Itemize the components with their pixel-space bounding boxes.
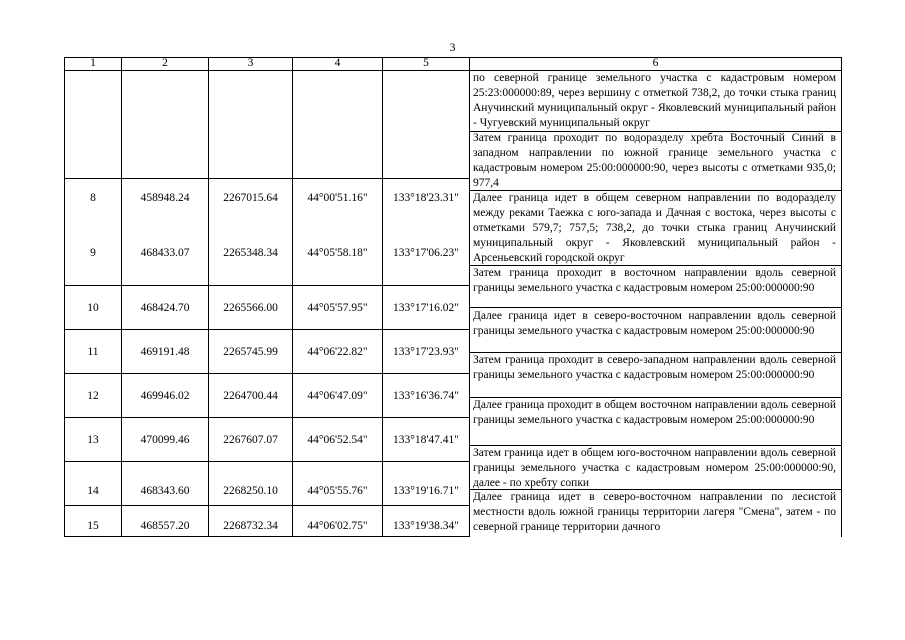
col-rule bbox=[208, 57, 209, 537]
latitude: 44°06'22.82" bbox=[307, 346, 368, 358]
col-rule bbox=[292, 57, 293, 537]
col-rule bbox=[469, 57, 470, 537]
header-col-3: 3 bbox=[247, 57, 254, 69]
longitude: 133°17'06.23" bbox=[393, 247, 459, 259]
latitude: 44°06'52.54" bbox=[307, 434, 368, 446]
boundary-description: Затем граница проходит в северо-западном направлении вдоль северной границы земельного участка с кадастровым номером 25:00:000000:90 bbox=[473, 354, 836, 381]
row-rule bbox=[64, 178, 469, 179]
latitude: 44°06'47.09" bbox=[307, 390, 368, 402]
longitude: 133°19'16.71" bbox=[393, 485, 459, 497]
latitude: 44°05'55.76" bbox=[307, 485, 368, 497]
latitude: 44°00'51.16" bbox=[307, 192, 368, 204]
longitude: 133°18'47.41" bbox=[393, 434, 459, 446]
latitude: 44°06'02.75" bbox=[307, 520, 368, 532]
coord-x: 469191.48 bbox=[140, 346, 190, 358]
point-number: 15 bbox=[87, 520, 99, 532]
table-bottom-rule bbox=[64, 536, 469, 537]
boundary-description: Затем граница проходит по водоразделу хребта Восточный Синий в западном направлении по южной границе земельного участка с кадастровым номером 25:00:000000:90, через высоты с отметками 935,0; 977,4 bbox=[473, 132, 836, 189]
coord-y: 2267015.64 bbox=[223, 192, 278, 204]
longitude: 133°17'23.93" bbox=[393, 346, 459, 358]
coord-y: 2267607.07 bbox=[223, 434, 278, 446]
point-number: 11 bbox=[87, 346, 99, 358]
boundary-description: Далее граница идет в северо-восточном направлении вдоль северной границы земельного участка с кадастровым номером 25:00:000000:90 bbox=[473, 310, 836, 337]
col-rule bbox=[64, 57, 65, 537]
coord-y: 2265348.34 bbox=[223, 247, 278, 259]
coord-x: 469946.02 bbox=[140, 390, 190, 402]
point-number: 9 bbox=[90, 247, 96, 259]
col-rule bbox=[841, 57, 842, 537]
coord-y: 2268250.10 bbox=[223, 485, 278, 497]
coord-x: 468424.70 bbox=[140, 302, 190, 314]
boundary-description: Затем граница проходит в восточном направлении вдоль северной границы земельного участка с кадастровым номером 25:00:000000:90 bbox=[473, 267, 836, 294]
longitude: 133°16'36.74" bbox=[393, 390, 459, 402]
point-number: 12 bbox=[87, 390, 99, 402]
boundary-description: по северной границе земельного участка с кадастровым номером 25:23:000000:89, через вершину с отметкой 738,2, до точки стыка границ Анучинский муниципальный округ - Яковлевский муниципальный район - Чугуевский муниципальный округ bbox=[473, 72, 836, 129]
boundary-description: Далее граница проходит в общем восточном направлении вдоль северной границы земельного участка с кадастровым номером 25:00:000000:90 bbox=[473, 399, 836, 426]
point-number: 13 bbox=[87, 434, 99, 446]
row-rule bbox=[64, 329, 469, 330]
boundary-description: Затем граница идет в общем юго-восточном направлении вдоль северной границы земельного участка с кадастровым номером 25:00:000000:90, далее - по хребту сопки bbox=[473, 447, 836, 489]
longitude: 133°18'23.31" bbox=[393, 192, 459, 204]
coord-x: 468343.60 bbox=[140, 485, 190, 497]
header-col-1: 1 bbox=[90, 57, 96, 69]
coord-y: 2264700.44 bbox=[223, 390, 278, 402]
col-rule bbox=[382, 57, 383, 537]
row-rule bbox=[64, 461, 469, 462]
latitude: 44°05'57.95" bbox=[307, 302, 368, 314]
header-col-6: 6 bbox=[652, 57, 659, 69]
coord-x: 470099.46 bbox=[140, 434, 190, 446]
header-col-4: 4 bbox=[334, 57, 341, 69]
page-number: 3 bbox=[449, 40, 456, 54]
boundary-description: Далее граница идет в северо-восточном направлении по лесистой местности вдоль южной границы территории лагеря "Смена", затем - по северной границе территории дачного bbox=[473, 491, 836, 533]
point-number: 14 bbox=[87, 485, 99, 497]
row-rule bbox=[64, 285, 469, 286]
boundary-description: Далее граница идет в общем северном направлении по водоразделу между реками Таежка с юго-запада и Дачная с востока, через высоты с отметками 579,7; 757,5; 738,2, до точки стыка границ Анучинский муниципальный округ - Яковлевский муниципальный район - Арсеньевский городской округ bbox=[473, 192, 836, 264]
point-number: 8 bbox=[90, 192, 96, 204]
header-col-2: 2 bbox=[162, 57, 168, 69]
coord-x: 468557.20 bbox=[140, 520, 190, 532]
coord-x: 458948.24 bbox=[140, 192, 190, 204]
longitude: 133°19'38.34" bbox=[393, 520, 459, 532]
coord-y: 2268732.34 bbox=[223, 520, 278, 532]
header-col-5: 5 bbox=[423, 57, 429, 69]
coord-x: 468433.07 bbox=[140, 247, 190, 259]
row-rule bbox=[64, 417, 469, 418]
coord-y: 2265745.99 bbox=[223, 346, 278, 358]
row-rule bbox=[64, 373, 469, 374]
row-rule bbox=[64, 505, 469, 506]
point-number: 10 bbox=[87, 302, 99, 314]
col-rule bbox=[121, 57, 122, 537]
coord-y: 2265566.00 bbox=[223, 302, 278, 314]
longitude: 133°17'16.02" bbox=[393, 302, 459, 314]
latitude: 44°05'58.18" bbox=[307, 247, 368, 259]
desc-rule bbox=[469, 307, 842, 308]
